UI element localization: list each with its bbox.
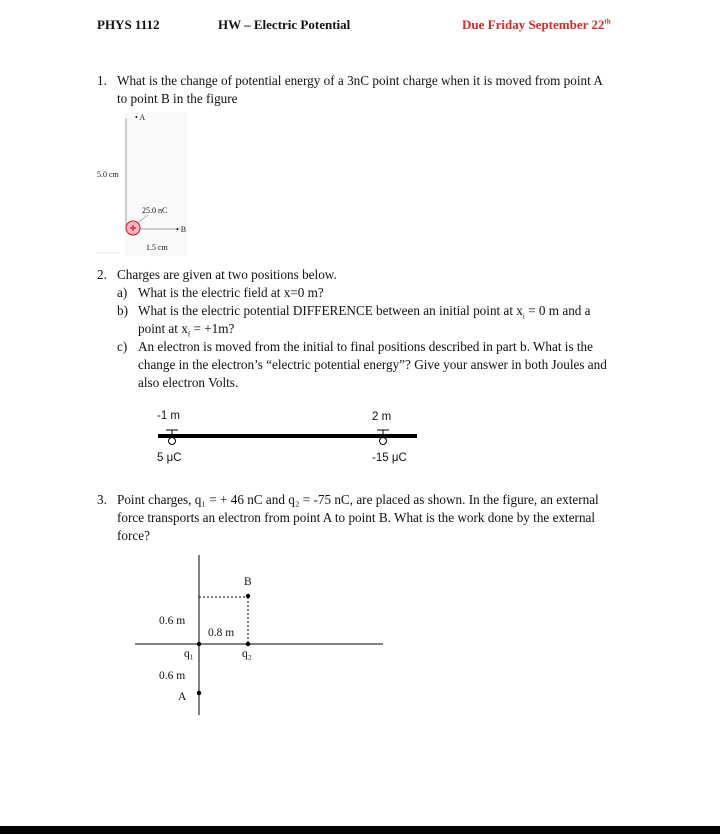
q3-q2-dot	[246, 642, 250, 646]
q2-figure	[158, 430, 417, 445]
q3-label-a: A	[178, 691, 187, 703]
q3-label-b: B	[244, 576, 252, 588]
q2-c-line2: change in the electron’s “electric potential energy”? Give your answer in both Joules and	[138, 357, 607, 372]
q3-q1-dot	[197, 642, 201, 646]
q2-b-sub-f: f	[187, 330, 191, 339]
q3-point-a-dot	[197, 691, 201, 695]
q2-right-charge-dot	[380, 438, 387, 445]
q2-left-charge: 5 μC	[157, 452, 182, 464]
q2-c-label: c)	[117, 339, 128, 354]
q3-line2: force transports an electron from point A to point B. What is the work done by the external	[117, 510, 596, 525]
q2-b-line1-pre: What is the electric potential DIFFERENCE between an initial point at x	[138, 303, 523, 318]
q3-upper-distance: 0.6 m	[159, 615, 186, 627]
q2-b-line2-post: = +1m?	[190, 321, 235, 336]
q2-b-sub-i: i	[522, 312, 525, 321]
q3-number: 3.	[97, 492, 107, 507]
q1-number: 1.	[97, 73, 107, 88]
homework-title: HW – Electric Potential	[218, 17, 351, 32]
q3-point-b-dot	[246, 594, 250, 598]
q1-figure	[97, 113, 186, 255]
due-date-suffix: th	[604, 17, 611, 26]
course-code: PHYS 1112	[97, 17, 160, 32]
q1-charge-label: 25.0 nC	[142, 206, 168, 215]
q3-line3: force?	[117, 528, 150, 543]
q2-b-label: b)	[117, 303, 128, 318]
q3-figure	[135, 555, 383, 715]
q2-c-line3: also electron Volts.	[138, 375, 239, 390]
q2-left-position: -1 m	[157, 410, 180, 422]
q2-left-charge-dot	[169, 438, 176, 445]
q1-line2: to point B in the figure	[117, 91, 238, 106]
q3-q2-label: q₂	[242, 648, 252, 660]
q2-right-charge: -15 μC	[372, 452, 407, 464]
q3-lower-distance: 0.6 m	[159, 670, 186, 682]
q3-line1: Point charges, q₁ = + 46 nC and q₂ = -75 nC, are placed as shown. In the figure, an external	[117, 492, 599, 507]
q2-c-line1: An electron is moved from the initial to final positions described in part b. What is the	[138, 339, 593, 354]
q1-horizontal-distance: 1.5 cm	[146, 243, 168, 252]
q2-b-line1	[138, 302, 591, 320]
q1-vertical-distance: 5.0 cm	[97, 170, 119, 179]
q2-b-line2	[138, 320, 234, 338]
q2-b-line1-post: = 0 m and a	[524, 303, 591, 318]
q2-number: 2.	[97, 267, 107, 282]
q3-horizontal-distance: 0.8 m	[208, 627, 235, 639]
q2-a-text: What is the electric field at x=0 m?	[138, 285, 324, 300]
q3-q1-label: q₁	[184, 648, 194, 660]
q2-right-position: 2 m	[372, 411, 392, 423]
q1-point-b-label: • B	[176, 225, 187, 234]
q2-a-label: a)	[117, 285, 128, 300]
due-date-text: Due Friday September 22	[462, 17, 605, 32]
q2-b-line2-pre: point at x	[138, 321, 188, 336]
q1-line1: What is the change of potential energy of a 3nC point charge when it is moved from point A	[117, 73, 603, 88]
q1-point-a-label: • A	[135, 113, 146, 122]
q2-intro: Charges are given at two positions below.	[117, 267, 337, 282]
